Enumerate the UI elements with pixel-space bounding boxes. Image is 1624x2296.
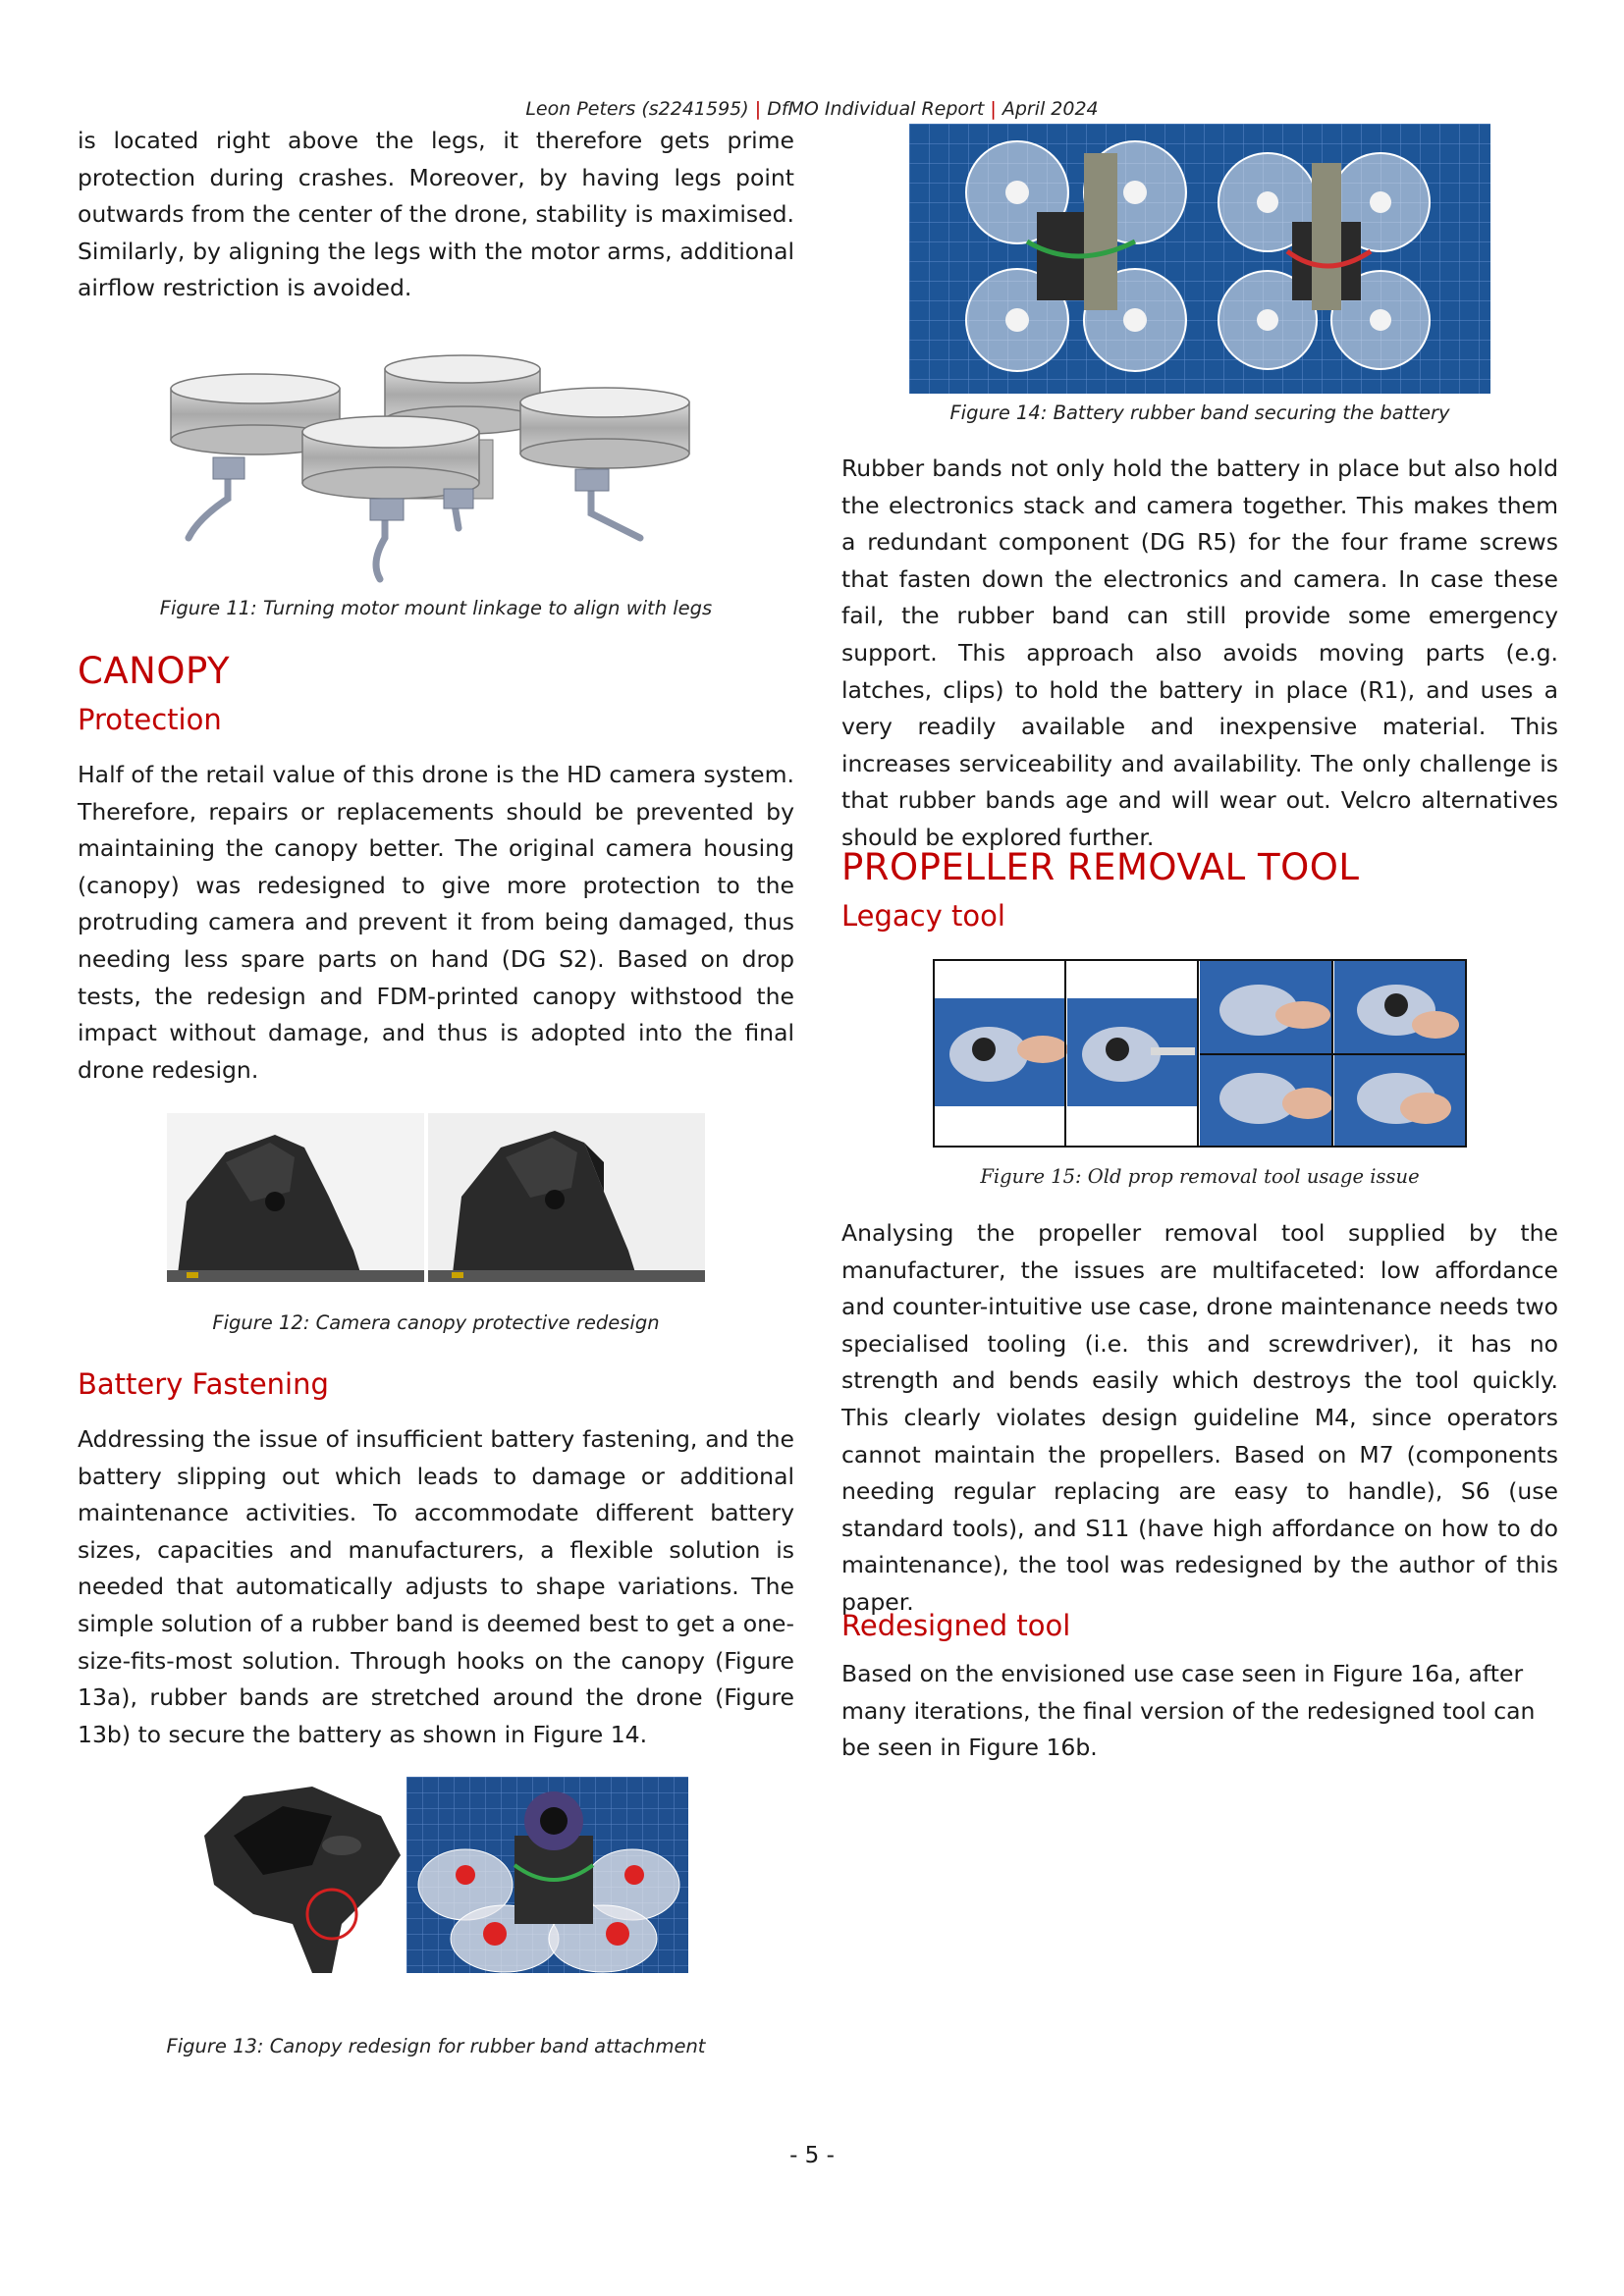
intro-paragraph: is located right above the legs, it therefore gets prime protection during crashes. Moreover, by having legs point outwards from the center of the drone, stability is maximised. Similarly, by aligning the legs with the motor arms, additional airflow restriction is avoided. xyxy=(78,127,794,302)
figure-14-caption: Figure 14: Battery rubber band securing the battery xyxy=(949,401,1450,424)
redesigned-body xyxy=(841,1656,1558,1767)
rubber-band-paragraph: Rubber bands not only hold the battery in place but also hold the electronics stack and camera together. This makes them a redundant component (DG R5) for the four frame screws that fasten down the electronics and camera. In case these fail, the rubber band can still provide some emergency support. This approach also avoids moving parts (e.g. latches, clips) to hold the battery in place (R1), and uses a very readily available and inexpensive material. This increases serviceability and availability. The only challenge is that rubber bands age and will wear out. Velcro alternatives should be explored further. xyxy=(841,454,1558,851)
prop-tool-heading: PROPELLER REMOVAL TOOL xyxy=(841,846,1360,888)
header-author: Leon Peters (s2241595) xyxy=(525,98,749,120)
figure-13b-image xyxy=(406,1777,688,1973)
figure-15-caption: Figure 15: Old prop removal tool usage issue xyxy=(980,1165,1420,1188)
header-course: DfMO Individual Report xyxy=(767,98,985,120)
protection-body xyxy=(78,757,794,1089)
header-separator: | xyxy=(990,98,997,120)
canopy-heading: CANOPY xyxy=(78,650,231,692)
protection-paragraph: Half of the retail value of this drone is the HD camera system. Therefore, repairs or replacements should be prevented by maintaining the canopy better. The original camera housing (canopy) was redesigned to give more protection to the protruding camera and prevent it from being damaged, thus needing less spare parts on hand (DG S2). Based on drop tests, the redesign and FDM-printed canopy withstood the impact without damage, and thus is adopted into the final drone redesign. xyxy=(78,761,794,1084)
canopy-section xyxy=(78,650,794,692)
analysing-body xyxy=(841,1215,1558,1622)
left-intro xyxy=(78,123,794,307)
canopy-hook-render xyxy=(194,1777,403,1973)
figure-11-image xyxy=(159,351,707,587)
legacy-heading: Legacy tool xyxy=(841,899,1005,933)
header-date: April 2024 xyxy=(1001,98,1099,120)
battery-subsection xyxy=(78,1367,794,1401)
prop-tool-section xyxy=(841,846,1558,888)
running-header xyxy=(0,98,1624,120)
canopy-render xyxy=(167,1113,705,1282)
battery-heading: Battery Fastening xyxy=(78,1367,329,1401)
redesigned-heading: Redesigned tool xyxy=(841,1609,1071,1642)
figure-14-image xyxy=(909,124,1490,394)
legacy-subsection xyxy=(841,899,1558,933)
battery-paragraph: Addressing the issue of insufficient battery fastening, and the battery slipping out which leads to damage or additional maintenance activities. To accommodate different battery sizes, capacities and manufacturers, a flexible solution is needed that automatically adjusts to shape variations. The simple solution of a rubber band is deemed best to get a one-size-fits-most solution. Through hooks on the canopy (Figure 13a), rubber bands are stretched around the drone (Figure 13b) to secure the battery as shown in Figure 14. xyxy=(78,1425,794,1748)
figure-12-image xyxy=(167,1113,705,1282)
analysing-paragraph: Analysing the propeller removal tool supplied by the manufacturer, the issues are multifaceted: low affordance and counter-intuitive use case, drone maintenance needs two specialised tooling (i.e. this and screwdriver), it has no strength and bends easily which destroys the tool quickly. This clearly violates design guideline M4, since operators cannot maintain the propellers. Based on M7 (components needing regular replacing are easy to handle), S6 (use standard tools), and S11 (have high affordance on how to do maintenance), the tool was redesigned by the author of this paper. xyxy=(841,1219,1558,1616)
figure-13a-image xyxy=(194,1777,403,1973)
protection-subsection xyxy=(78,703,794,736)
redesigned-subsection xyxy=(841,1609,1558,1642)
battery-rubber-band-photo xyxy=(909,124,1490,394)
rubber-band-body xyxy=(841,451,1558,857)
figure-13-caption: Figure 13: Canopy redesign for rubber band attachment xyxy=(166,2035,706,2057)
protection-heading: Protection xyxy=(78,703,222,736)
prop-removal-photo-grid xyxy=(935,961,1465,1146)
figure-12-caption: Figure 12: Camera canopy protective redesign xyxy=(212,1311,660,1334)
drone-rubber-band-photo xyxy=(406,1777,688,1973)
figure-15-image xyxy=(933,959,1467,1148)
battery-body xyxy=(78,1421,794,1753)
redesigned-paragraph: Based on the envisioned use case seen in Figure 16a, after many iterations, the final version of the redesigned tool can be seen in Figure 16b. xyxy=(841,1660,1536,1762)
header-separator: | xyxy=(754,98,762,120)
drone-frame-render xyxy=(159,351,707,587)
figure-11-caption: Figure 11: Turning motor mount linkage to align with legs xyxy=(159,597,713,619)
page-number: - 5 - xyxy=(789,2143,835,2168)
